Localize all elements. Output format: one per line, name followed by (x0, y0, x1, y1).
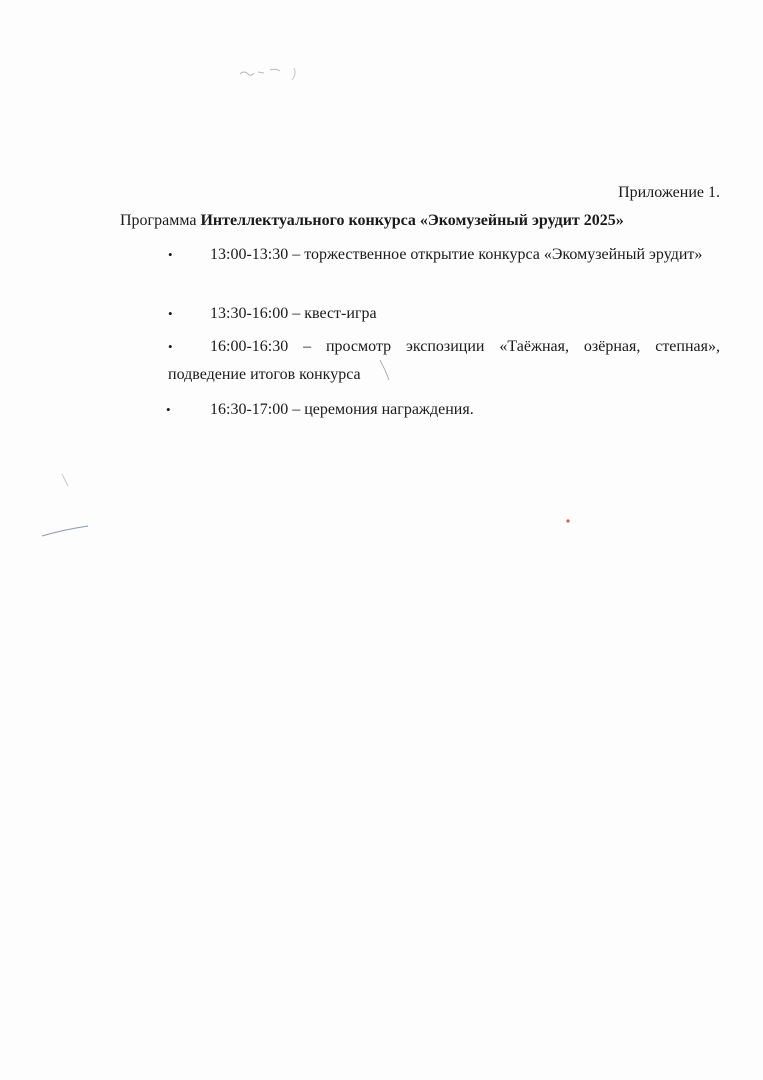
list-item (0, 241, 763, 297)
appendix-label: Приложение 1. (618, 184, 720, 201)
title-prefix: Программа (120, 212, 201, 229)
title-contest-name: Интеллектуального конкурса «Экомузейный эрудит 2025» (200, 212, 624, 229)
scan-artifact-top (236, 62, 306, 86)
program-item-text: 13:30-16:00 – квест-игра (210, 305, 377, 322)
bullet-icon: • (168, 306, 173, 321)
scan-dot (565, 518, 571, 524)
bullet-icon: • (168, 339, 173, 354)
bullet-icon: • (166, 402, 171, 417)
scan-artifact-left (38, 470, 98, 550)
program-item-text: 16:30-17:00 – церемония награждения. (210, 401, 474, 418)
program-item-text: 16:00-16:30 – просмотр экспозиции «Таёжная, озёрная, степная», подведение итогов конкурса (168, 338, 720, 383)
bullet-icon: • (168, 247, 173, 262)
document-title (120, 211, 624, 231)
program-item-text: 13:00-13:30 – торжественное открытие конкурса «Экомузейный эрудит» (210, 246, 703, 263)
list-item (0, 333, 763, 389)
list-item (0, 300, 763, 328)
list-item (0, 396, 763, 424)
